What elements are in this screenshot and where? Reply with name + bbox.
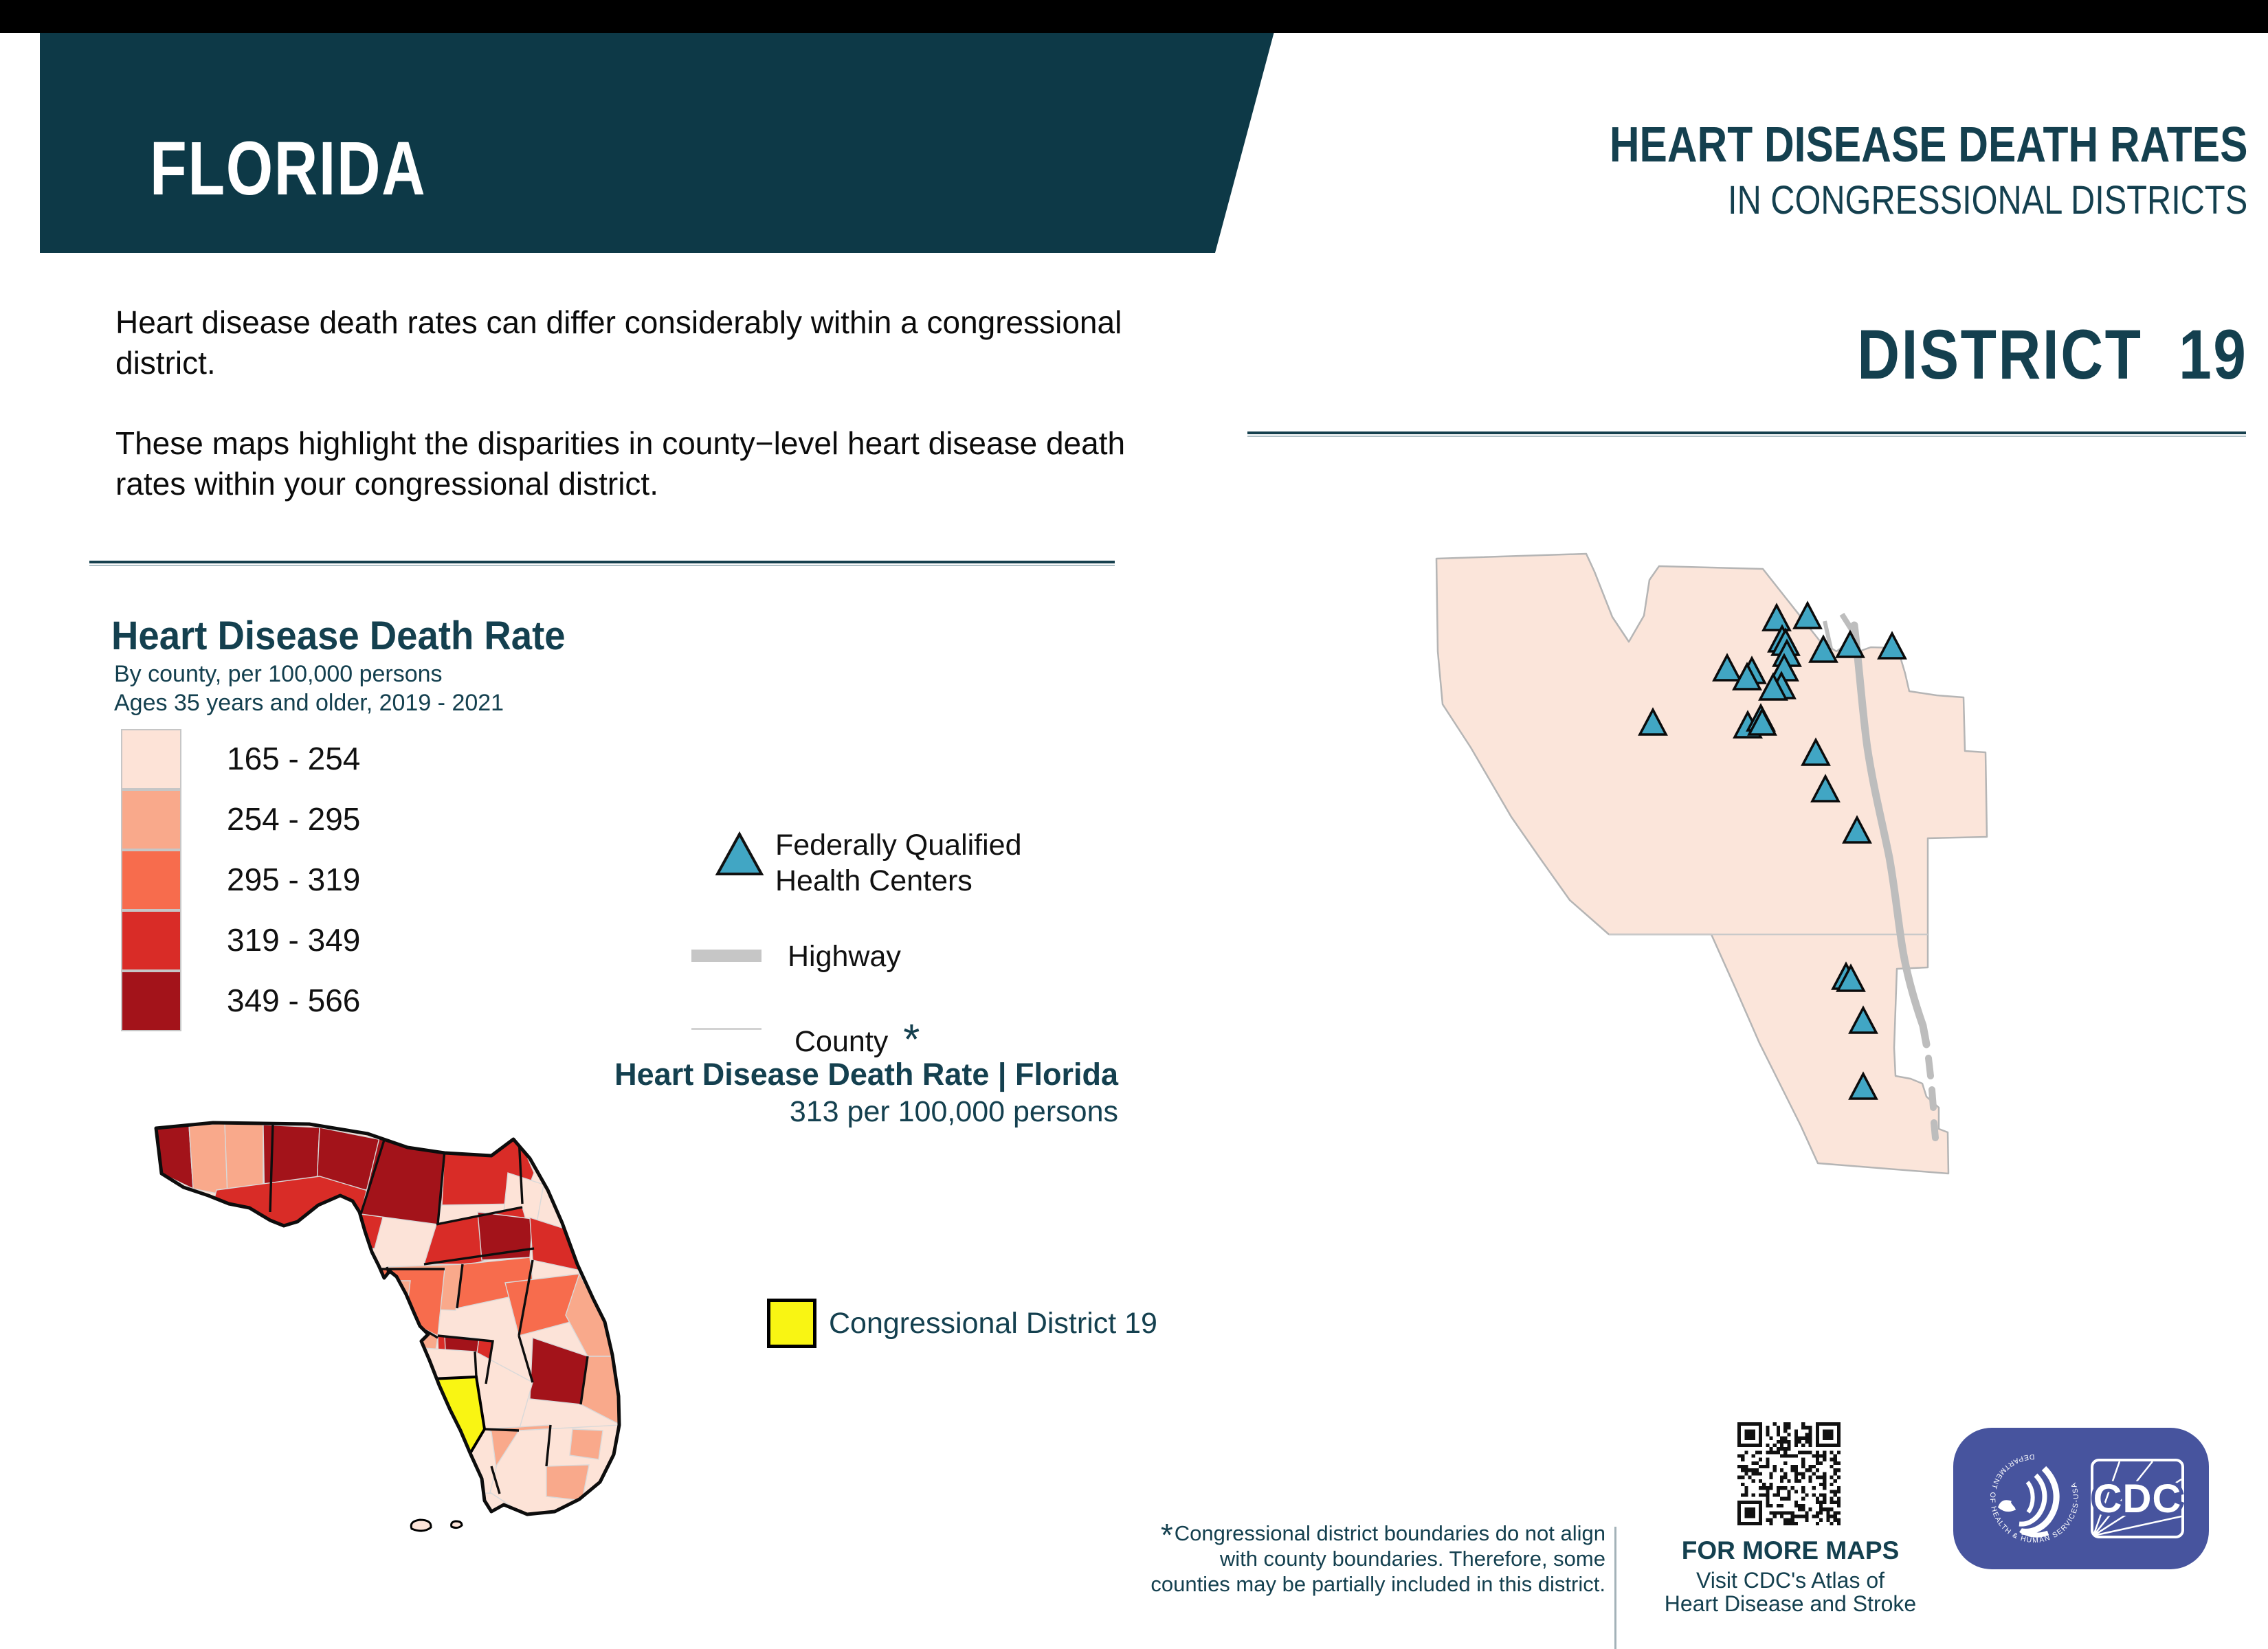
report-title-line1: HEART DISEASE DEATH RATES	[1609, 117, 2247, 172]
district-legend-label: Congressional District 19	[829, 1307, 1157, 1340]
legend-range-5: 349 - 566	[227, 983, 361, 1018]
svg-text:CDC: CDC	[2093, 1477, 2182, 1521]
florida-state-map	[148, 1108, 629, 1551]
intro-paragraph-1: Heart disease death rates can differ considerably within a congressional district.	[115, 304, 1122, 381]
county-label: County *	[794, 1016, 920, 1064]
legend-swatch-1	[121, 729, 181, 789]
county-line-icon	[691, 1028, 761, 1030]
district-title: DISTRICT 19	[1856, 315, 2247, 394]
fqhc-label-line2: Health Centers	[775, 864, 972, 897]
legend-row	[121, 849, 360, 910]
state-title: FLORIDA	[150, 126, 427, 211]
hhs-cdc-logo-card	[1953, 1428, 2209, 1569]
cdc-logo-icon	[2092, 1460, 2183, 1537]
legend-row	[121, 970, 360, 1031]
hhs-seal-icon	[1988, 1452, 2080, 1545]
legend-row	[121, 910, 360, 970]
state-summary-title: Heart Disease Death Rate | Florida	[614, 1057, 1118, 1092]
legend-range-2: 254 - 295	[227, 801, 361, 837]
highway-label: Highway	[788, 940, 901, 973]
legend-subtitle-1: By county, per 100,000 persons	[114, 661, 443, 687]
state-summary-value: 313 per 100,000 persons	[789, 1095, 1118, 1128]
intro-paragraph-2: These maps highlight the disparities in county−level heart disease death rates within your congressional district.	[115, 425, 1126, 502]
hhs-cdc-logo	[1953, 1428, 2209, 1569]
legend-row	[121, 789, 360, 849]
frame-top	[0, 0, 2268, 33]
more-maps-line2: Heart Disease and Stroke	[1664, 1591, 1917, 1616]
intro-divider-echo	[89, 565, 1115, 566]
report-title-line2: IN CONGRESSIONAL DISTRICTS	[1727, 178, 2247, 223]
fqhc-triangle-icon	[715, 831, 764, 877]
intro-divider	[89, 561, 1115, 563]
intro-text	[115, 302, 1160, 544]
legend-swatch-3	[121, 850, 181, 910]
more-maps-title: FOR MORE MAPS	[1681, 1536, 1900, 1564]
district-legend-swatch	[767, 1299, 816, 1348]
legend-swatch-4	[121, 910, 181, 971]
legend-swatch-5	[121, 971, 181, 1031]
legend-range-3: 295 - 319	[227, 862, 361, 897]
footnote-asterisk: *	[1160, 1517, 1173, 1553]
legend-row	[121, 728, 360, 789]
district-title-rule-echo	[1247, 436, 2246, 437]
legend-range-4: 319 - 349	[227, 922, 361, 958]
legend-swatch-2	[121, 789, 181, 850]
footnote-divider	[1614, 1527, 1616, 1649]
legend-subtitle-2: Ages 35 years and older, 2019 - 2021	[114, 690, 504, 716]
legend-range-1: 165 - 254	[227, 741, 361, 776]
highway-line-icon	[691, 950, 761, 962]
legend-title: Heart Disease Death Rate	[111, 614, 566, 658]
county-asterisk: *	[903, 1016, 920, 1064]
choropleth-legend	[121, 728, 360, 1031]
boundary-footnote: *Congressional district boundaries do not align with county boundaries. Therefore, some counties may be partially included in this district.	[1150, 1517, 1605, 1596]
district-title-rule	[1247, 431, 2246, 434]
fqhc-marker	[1879, 633, 1905, 658]
more-maps-line1: Visit CDC's Atlas of	[1696, 1568, 1885, 1593]
svg-text:DEPARTMENT OF HEALTH & HUMAN S: DEPARTMENT OF HEALTH & HUMAN SERVICES-USA	[1988, 1452, 2081, 1545]
district-19-map	[1347, 514, 2034, 1208]
fqhc-label-line1: Federally Qualified	[775, 829, 1022, 862]
qr-code	[1737, 1422, 1841, 1525]
